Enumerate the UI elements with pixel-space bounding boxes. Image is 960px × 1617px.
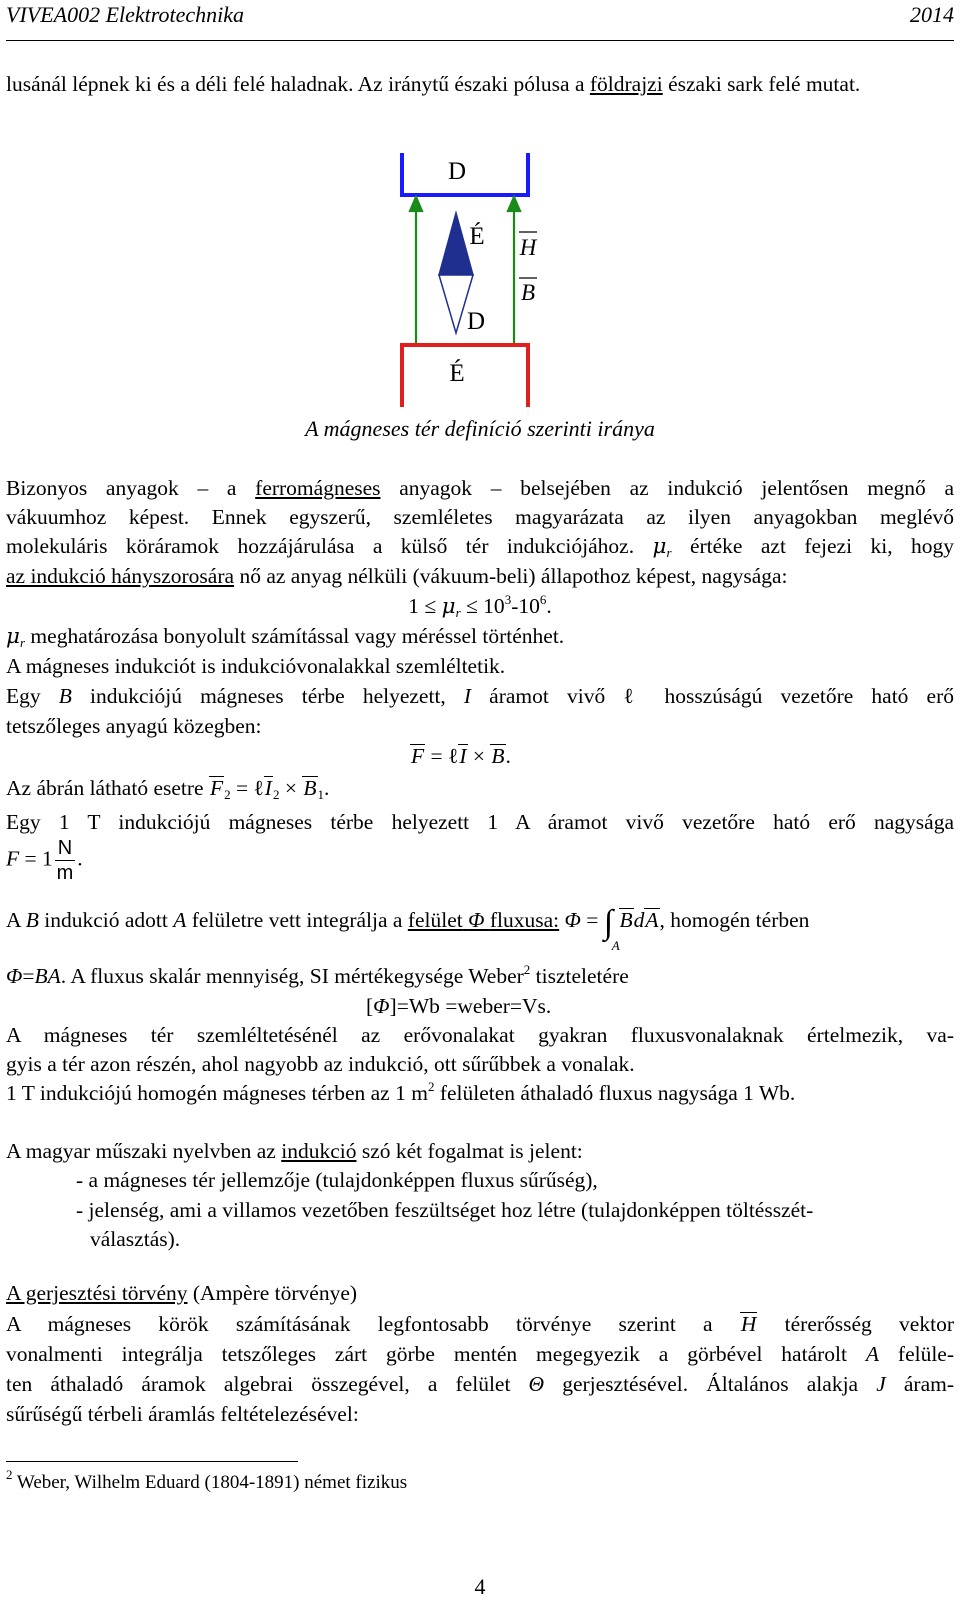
link-indukcio[interactable]: indukció xyxy=(281,1139,357,1163)
ferro-line-6 xyxy=(6,622,954,652)
flux-line-5: gyis a tér azon részén, ahol nagyobb az indukció, ott sűrűbbek a vonalak. xyxy=(6,1052,635,1076)
text: értéke azt fejezi ki, hogy xyxy=(671,534,954,558)
text: . xyxy=(324,776,330,800)
exponent: 3 xyxy=(504,592,512,607)
ell-symbol: ℓ xyxy=(448,744,459,768)
text: molekuláris köráramok hozzájárulása a külső tér indukciójához. xyxy=(6,534,653,558)
text: = xyxy=(580,908,604,932)
text: térerősség vektor xyxy=(757,1312,954,1336)
link-felulet-fluxusa[interactable] xyxy=(408,908,559,932)
h-vector-label: H xyxy=(519,235,537,260)
text: Az ábrán látható esetre xyxy=(6,776,209,800)
f-vector: F xyxy=(411,744,425,768)
text: A magyar műszaki nyelvben az xyxy=(6,1139,282,1163)
text: tiszteletére xyxy=(530,964,629,988)
b-symbol: B xyxy=(58,684,72,708)
text: vonalmenti integrálja tetszőleges zárt görbe mentén megegyezik a görbével határolt xyxy=(6,1342,866,1366)
footnote xyxy=(6,1467,408,1496)
integral-subscript: A xyxy=(611,938,620,953)
b1-vector: B xyxy=(303,776,317,800)
bottom-pole-label: É xyxy=(449,360,465,387)
text: ten áthaladó áramok algebrai összegével, a felület xyxy=(6,1372,529,1396)
exponent: 2 xyxy=(427,1079,435,1094)
text: = 1 xyxy=(19,846,53,871)
integral-glyph: ∫ xyxy=(603,904,614,941)
text: felületre vett integrálja a xyxy=(186,908,408,932)
r-subscript: r xyxy=(455,605,461,620)
text: ]=Wb =weber=Vs. xyxy=(389,994,552,1018)
text: áramot vivő xyxy=(471,684,624,708)
induction-line-1 xyxy=(6,1137,954,1167)
mu-symbol: μ xyxy=(441,594,456,619)
flux-line-6 xyxy=(6,1079,954,1109)
text: lusánál lépnek ki és a déli felé haladnak. Az iránytű északi pólusa a xyxy=(6,72,590,96)
ferro-line-1 xyxy=(6,474,954,504)
subscript: 1 xyxy=(317,787,324,802)
ampere-line-4: sűrűségű térbeli áramlás feltételezésével: xyxy=(6,1402,359,1426)
needle-north-label: É xyxy=(469,223,485,250)
i-vector: I xyxy=(459,744,467,768)
subscript: 2 xyxy=(272,787,280,802)
ferro-line-4 xyxy=(6,562,954,592)
exponent: 6 xyxy=(539,592,547,607)
ferro-line-2: vákuumhoz képest. Ennek egyszerű, szemléletes magyarázata az ilyen anyagokban meglévő xyxy=(6,505,954,529)
text: [ xyxy=(366,994,374,1018)
link-ferromagneses[interactable]: ferromágneses xyxy=(255,476,381,500)
ferro-line-3 xyxy=(6,532,954,562)
subscript: 2 xyxy=(224,787,231,802)
ell-symbol: ℓ xyxy=(253,776,264,800)
text: A xyxy=(6,908,26,932)
mu-symbol: μ xyxy=(652,534,667,559)
list-item-continuation: választás). xyxy=(90,1227,181,1251)
text: meghatározása bonyolult számítással vagy méréssel történhet. xyxy=(25,624,565,648)
r-subscript: r xyxy=(666,545,672,560)
phi-symbol: Φ xyxy=(564,908,581,932)
text: felüle- xyxy=(879,1342,955,1366)
mu-range-formula xyxy=(6,592,954,622)
text: hosszúságú vezetőre ható erő xyxy=(646,684,954,708)
r-subscript: r xyxy=(19,635,26,650)
text: felületen áthaladó fluxus nagysága 1 Wb. xyxy=(434,1081,796,1105)
lorentz-force-equation xyxy=(410,742,610,772)
b-vector: B xyxy=(491,744,505,768)
force-case-line xyxy=(6,774,954,804)
mu-symbol: μ xyxy=(6,624,20,649)
flux-line-2 xyxy=(6,962,954,992)
text: Egy xyxy=(6,684,59,708)
bottom-magnet xyxy=(402,345,528,407)
list-item: - a mágneses tér jellemzője (tulajdonképpen fluxus sűrűség), xyxy=(76,1168,598,1192)
footnote-number: 2 xyxy=(6,1467,13,1482)
flux-line-4: A mágneses tér szemléltetésénél az erővonalakat gyakran fluxusvonalaknak értelmezik, va- xyxy=(6,1023,954,1047)
page-header xyxy=(6,0,954,34)
integral-sign xyxy=(603,904,620,953)
list-item: - jelenség, ami a villamos vezetőben feszültséget hoz létre (tulajdonképpen töltésszét- xyxy=(76,1197,814,1222)
a-symbol: A xyxy=(865,1342,880,1366)
phi-symbol[interactable]: Φ xyxy=(468,908,485,932)
ampere-line-2 xyxy=(6,1340,954,1370)
i2-vector: I xyxy=(264,776,272,800)
j-symbol: J xyxy=(876,1372,886,1396)
i-symbol: I xyxy=(463,684,472,708)
a-symbol: A xyxy=(173,908,187,932)
theta-symbol: Θ xyxy=(528,1372,545,1396)
b-vector: B xyxy=(619,908,633,932)
text: . A fluxus skalár mennyiség, SI mértékegysége Weber xyxy=(60,964,524,988)
text: = xyxy=(425,744,449,768)
link-foldrajzi[interactable]: földrajzi xyxy=(589,72,663,96)
text: 1 T indukciójú homogén mágneses térben az 1 m xyxy=(6,1081,428,1105)
magnetic-field-figure xyxy=(0,145,960,410)
text: gerjesztésével. Általános alakja xyxy=(544,1372,877,1396)
text: (Ampère törvénye) xyxy=(187,1281,358,1305)
text: nő az anyag nélküli (vákuum-beli) állapothoz képest, nagysága: xyxy=(234,564,788,588)
ferro-line-7: A mágneses indukciót is indukcióvonalakkal szemléltetik. xyxy=(6,654,506,678)
text: . xyxy=(77,846,83,871)
a-vector: A xyxy=(645,908,659,932)
text: × xyxy=(279,776,303,800)
text: indukciójú mágneses térbe helyezett, xyxy=(71,684,464,708)
force-line-4: Egy 1 T indukciójú mágneses térbe helyezett 1 A áramot vivő vezetőre ható erő nagysága xyxy=(6,810,954,834)
header-rule xyxy=(6,40,954,41)
flux-line-1 xyxy=(6,904,954,953)
text: . xyxy=(546,594,552,618)
flux-unit-line xyxy=(366,992,666,1022)
text: 1 ≤ xyxy=(408,594,442,618)
ampere-line-3 xyxy=(6,1370,954,1400)
needle-south-label: D xyxy=(466,308,486,335)
link-indukcio-hanyszorosara[interactable]: az indukció hányszorosára xyxy=(6,564,235,588)
figure-caption: A mágneses tér definíció szerinti iránya xyxy=(305,416,655,441)
text: ≤ 10 xyxy=(460,594,505,618)
f-symbol: F xyxy=(6,846,20,871)
text: Bizonyos anyagok – a xyxy=(6,476,256,500)
page-number: 4 xyxy=(474,1574,486,1599)
h-vector: H xyxy=(740,1312,757,1336)
footnote-text: Weber, Wilhelm Eduard (1804-1891) német fizikus xyxy=(12,1472,408,1493)
footnote-ref[interactable]: 2 xyxy=(523,962,531,977)
force-line-1 xyxy=(6,682,954,712)
text: áram- xyxy=(885,1372,954,1396)
header-course: VIVEA002 Elektrotechnika xyxy=(6,2,245,27)
text: A mágneses körök számításának legfontosabb törvénye szerint a xyxy=(6,1312,740,1336)
ampere-line-1 xyxy=(6,1310,954,1340)
text: indukció adott xyxy=(38,908,174,932)
force-line-2: tetszőleges anyagú közegben: xyxy=(6,714,262,738)
intro-paragraph xyxy=(6,70,954,100)
b-vector-label: B xyxy=(520,280,536,305)
text: északi sark felé mutat. xyxy=(662,72,861,96)
footnote-rule xyxy=(6,1461,298,1462)
text: szó két fogalmat is jelent: xyxy=(356,1139,583,1163)
text: anyagok – belsejében az indukció jelentősen megnő a xyxy=(380,476,954,500)
link-text[interactable]: fluxusa: xyxy=(489,908,560,932)
b-symbol: B xyxy=(25,908,39,932)
text: -10 xyxy=(511,594,540,618)
phi-symbol: Φ xyxy=(6,964,23,988)
text: × xyxy=(467,744,491,768)
ell-symbol: ℓ xyxy=(623,684,647,708)
text: , homogén térben xyxy=(659,908,810,932)
ba-symbol: BA xyxy=(34,964,61,988)
unit-force-formula xyxy=(6,836,954,885)
newton-per-metre-fraction xyxy=(55,836,75,885)
header-year: 2014 xyxy=(910,2,954,27)
top-pole-label: D xyxy=(447,158,467,185)
fraction-numerator: N xyxy=(55,836,75,861)
link-gerjesztesi-torveny[interactable]: A gerjesztési törvény xyxy=(6,1281,188,1305)
phi-symbol: Φ xyxy=(373,994,390,1018)
text: = xyxy=(230,776,254,800)
d-symbol: d xyxy=(633,908,645,932)
text: = xyxy=(22,964,35,988)
fraction-denominator: m xyxy=(56,862,74,884)
text: . xyxy=(505,744,511,768)
ampere-title xyxy=(6,1279,954,1309)
f2-vector: F xyxy=(209,776,224,800)
induction-meanings-list xyxy=(76,1166,954,1255)
link-text[interactable]: felület xyxy=(407,908,463,932)
